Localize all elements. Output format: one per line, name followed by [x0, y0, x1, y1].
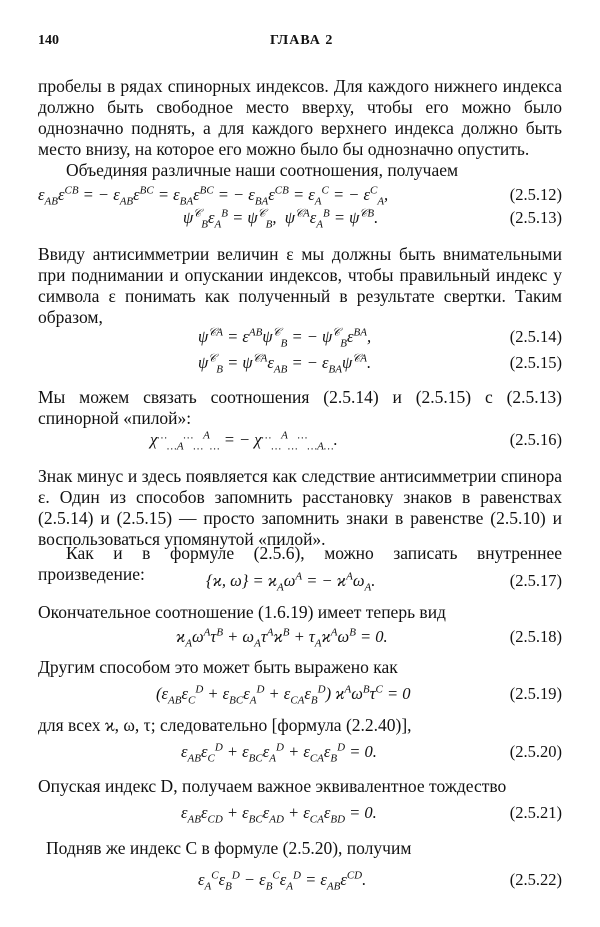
paragraph-1: пробелы в рядах спинорных индексов. Для каждого нижнего индекса должно быть свободное место вверху, чтобы его можно было однозначно поднять, а для каждого верхнего индекса должно быть место внизу, на которое его можно было бы однозначно опустить.: [38, 76, 562, 159]
paragraph-11: Подняв же индекс C в формуле (2.5.20), получим: [46, 838, 412, 858]
equation-2-5-12: $\varepsilon_{AB}\varepsilon^{CB}$ = − $\varepsilon_{AB}\varepsilon^{BC} = \varepsilon_{BA}\varepsilon^{BC}$ = − $\varepsilon_{BA}\varepsilon^{CB} = \varepsilon_A^C$ = − $\varepsilon^C_A$, (2.5.12): [38, 184, 562, 208]
equation-number: (2.5.22): [509, 870, 562, 889]
paragraph-4: Мы можем связать соотношения (2.5.14) и (2.5.15) с (2.5.13) спинорной «пилой»:: [38, 387, 562, 428]
equation-number: (2.5.15): [509, 353, 562, 372]
paragraph-5: Знак минус и здесь появляется как следствие антисимметрии спинора ε. Один из способов запомнить расстановку знаков в равенствах (2.5.14) и (2.5.15) — просто запомнить знаки в равенстве (2.5.10) и воспользоваться упомянутой «пилой».: [38, 466, 562, 549]
paragraph-8: Другим способом это может быть выражено как: [38, 657, 398, 677]
paragraph-9: для всех ϰ, ω, τ; следовательно [формула (2.2.40)],: [38, 715, 412, 735]
chapter-header: ГЛАВА 2: [270, 33, 334, 48]
equation-2-5-21: $\varepsilon_{AB}\varepsilon_{CD} + \varepsilon_{BC}\varepsilon_{AD} + \varepsilon_{CA}\varepsilon_{BD} = 0$. (2.5.21): [181, 803, 562, 826]
equation-number: (2.5.20): [509, 742, 562, 761]
equation-number: (2.5.12): [509, 185, 562, 204]
equation-2-5-22: $\varepsilon_A^C\varepsilon_B^D - \varepsilon_B^C\varepsilon_A^D = \varepsilon_{AB}\varepsilon^{CD}$. (2.5.22): [198, 869, 562, 893]
equation-number: (2.5.16): [509, 430, 562, 449]
equation-number: (2.5.21): [509, 803, 562, 822]
equation-number: (2.5.19): [509, 684, 562, 703]
paragraph-10: Опуская индекс D, получаем важное эквивалентное тождество: [38, 776, 507, 796]
paragraph-3: Ввиду антисимметрии величин ε мы должны быть внимательными при поднимании и опускании индексов, чтобы правильный индекс у символа ε понимать как полученный в результате свертки. Таким образом,: [38, 244, 562, 327]
equation-2-5-19: $(\varepsilon_{AB}\varepsilon_C^D + \varepsilon_{BC}\varepsilon_A^D + \varepsilon_{CA}\varepsilon_B^D) ϰ^A\omega^B\tau^C = 0$ (2.5.19): [156, 683, 562, 707]
equation-number: (2.5.13): [509, 208, 562, 227]
equation-2-5-14: $\psi^{𝒞A} = \varepsilon^{AB}\psi^𝒞_B$ = − $\psi^𝒞_B\varepsilon^{BA}$, (2.5.14): [198, 326, 562, 350]
paragraph-7: Окончательное соотношение (1.6.19) имеет теперь вид: [38, 602, 446, 622]
paragraph-2: Объединяя различные наши соотношения, получаем: [66, 160, 459, 180]
equation-2-5-18: $ϰ_A\omega^A\tau^B + \omega_A\tau^Aϰ^B + \tau_Aϰ^A\omega^B = 0$. (2.5.18): [176, 626, 562, 650]
equation-number: (2.5.18): [509, 627, 562, 646]
page-number: 140: [38, 33, 59, 48]
equation-2-5-13: $\psi^𝒞_B\varepsilon_A^B = \psi^𝒞_B$, $\psi^{𝒞A}\varepsilon_A^B = \psi^{𝒞B}$. (2.5.13): [183, 207, 562, 231]
equation-2-5-16: $\chi^\dots_{\dots A}^\dots_\dots^A_\dots$ = − $\chi^\dots_\dots^A_\dots^\dots_{\dots A\dots}$. (2.5.16): [150, 429, 562, 453]
equation-2-5-15: $\psi^𝒞_B = \psi^{𝒞A}\varepsilon_{AB}$ = − $\varepsilon_{BA}\psi^{𝒞A}$. (2.5.15): [198, 352, 562, 376]
equation-number: (2.5.17): [509, 571, 562, 590]
paragraph-6: Как и в формуле (2.5.6), можно записать внутреннее произведение:: [38, 543, 562, 584]
equation-2-5-17: {ϰ, $\omega\} = ϰ_A\omega^A$ = − $ϰ^A\omega_A$. (2.5.17): [206, 570, 562, 594]
equation-number: (2.5.14): [509, 327, 562, 346]
equation-2-5-20: $\varepsilon_{AB}\varepsilon_C^D + \varepsilon_{BC}\varepsilon_A^D + \varepsilon_{CA}\varepsilon_B^D = 0$. (2.5.20): [181, 741, 562, 765]
